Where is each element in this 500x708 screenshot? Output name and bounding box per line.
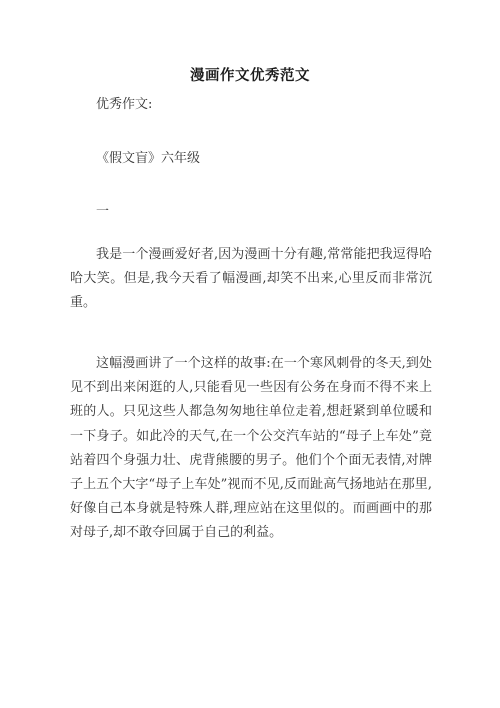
document-title: 漫画作文优秀范文 <box>190 67 310 84</box>
paragraph-1: 我是一个漫画爱好者,因为漫画十分有趣,常常能把我逗得哈哈大笑。但是,我今天看了幅漫画,却笑不出来,心里反而非常沉重。 <box>70 247 432 311</box>
document-label: 优秀作文: <box>96 97 153 112</box>
section-number: 一 <box>96 204 110 219</box>
document-subtitle: 《假文盲》六年级 <box>96 151 201 166</box>
paragraph-2: 这幅漫画讲了一个这样的故事:在一个寒风刺骨的冬天,到处见不到出来闲逛的人,只能看见一些因有公务在身而不得不来上班的人。只见这些人都急匆匆地往单位走着,想赶紧到单位暖和一下身子。如此冷的天气,在一个公交汽车站的“母子上车处”竟站着四个身强力壮、虎背熊腰的男子。他们个个面无表情,对牌子上五个大字“母子上车处”视而不见,反而趾高气扬地站在那里,好像自己本身就是特殊人群,理应站在这里似的。而画画中的那对母子,却不敢夺回属于自己的利益。 <box>70 356 432 541</box>
